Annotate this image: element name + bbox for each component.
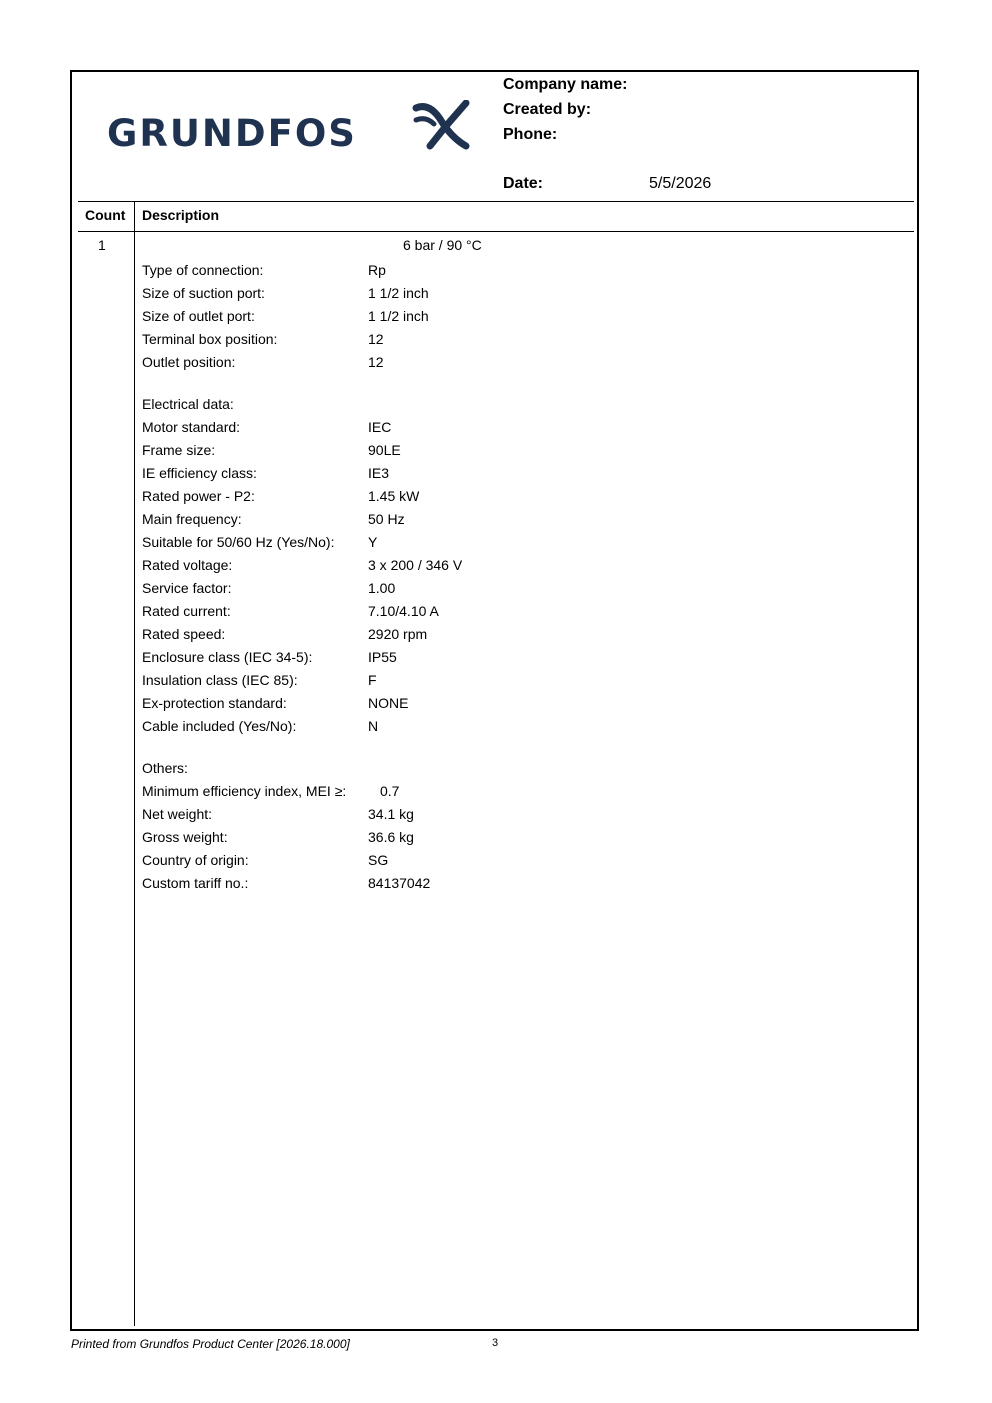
logo-wordmark: GRUNDFOS xyxy=(107,112,357,155)
date-value: 5/5/2026 xyxy=(649,175,712,192)
created-by-label: Created by: xyxy=(503,101,592,118)
phone-label: Phone: xyxy=(503,126,558,143)
date-label: Date: xyxy=(503,175,544,192)
column-divider xyxy=(134,202,135,1326)
column-header-divider xyxy=(78,231,914,232)
product-subtitle: 6 bar / 90 °C xyxy=(403,237,482,253)
grundfos-logo xyxy=(107,100,469,154)
count-column-header: Count xyxy=(85,207,126,223)
logo-symbol-icon xyxy=(412,100,470,150)
page-number: 3 xyxy=(492,1337,499,1349)
company-name-label: Company name: xyxy=(503,76,628,93)
printed-from-footer: Printed from Grundfos Product Center [2026.18.000] xyxy=(71,1337,350,1351)
count-value: 1 xyxy=(98,237,106,253)
header-divider xyxy=(78,201,914,202)
description-column-header: Description xyxy=(142,207,220,223)
